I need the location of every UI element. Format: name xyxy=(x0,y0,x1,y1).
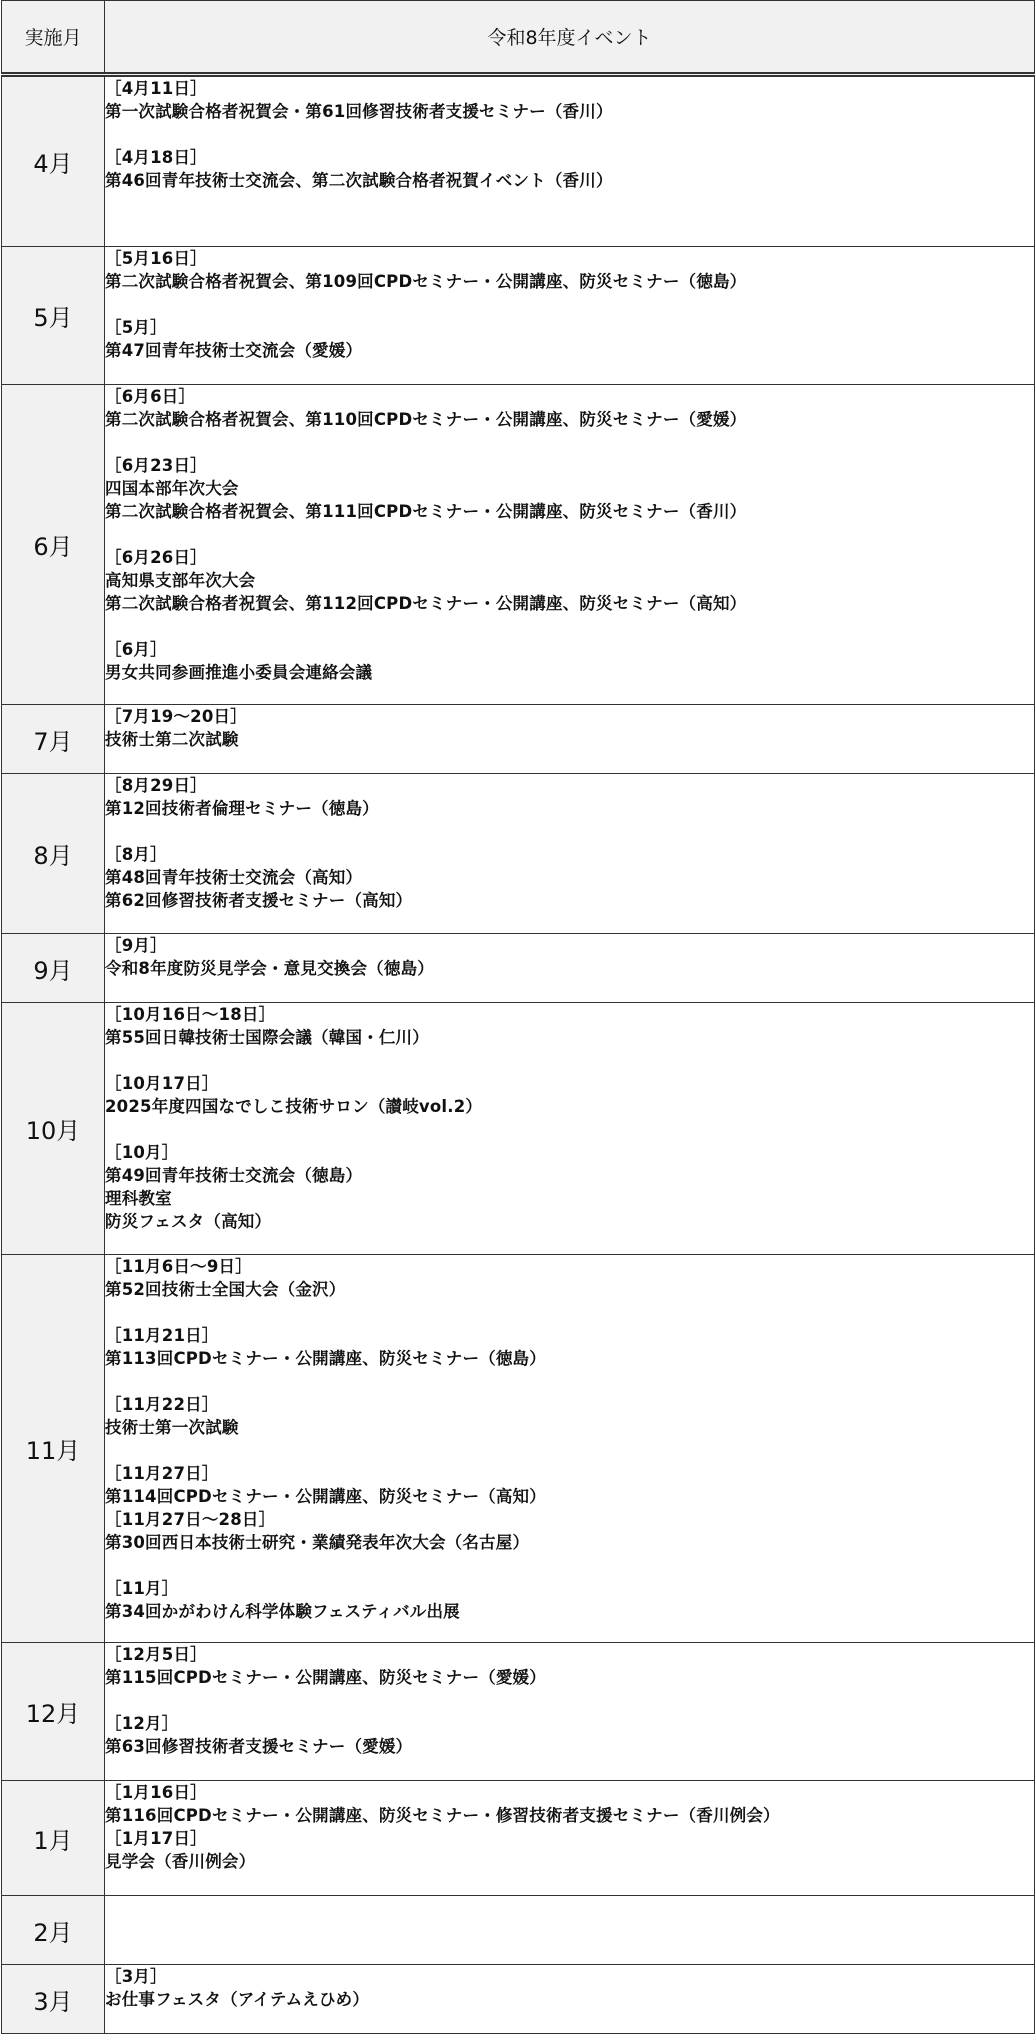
event-date: ［6月6日］ xyxy=(105,387,196,406)
event-group xyxy=(105,705,1034,751)
event-date: ［8月29日］ xyxy=(105,776,207,795)
month-cell: 6月 xyxy=(2,385,105,705)
event-date: ［11月］ xyxy=(105,1579,179,1598)
event-date: ［4月18日］ xyxy=(105,148,207,167)
event-date: ［12月5日］ xyxy=(105,1645,207,1664)
month-cell: 3月 xyxy=(2,1965,105,2034)
event-date: ［5月16日］ xyxy=(105,249,207,268)
month-cell: 7月 xyxy=(2,705,105,774)
month-row xyxy=(2,705,1035,774)
month-cell: 1月 xyxy=(2,1781,105,1896)
event-item: 2025年度四国なでしこ技術サロン（讃岐vol.2） xyxy=(105,1097,483,1116)
event-group xyxy=(105,1712,1034,1758)
event-item: 第34回かがわけん科学体験フェスティバル出展 xyxy=(105,1602,460,1621)
event-date: ［4月11日］ xyxy=(105,79,207,98)
event-item: 第48回青年技術士交流会（高知） xyxy=(105,868,363,887)
event-group xyxy=(105,1393,1034,1439)
events-cell xyxy=(105,774,1035,934)
event-group xyxy=(105,1508,1034,1554)
event-item: 技術士第二次試験 xyxy=(105,730,239,749)
event-group xyxy=(105,454,1034,523)
events-cell xyxy=(105,1255,1035,1643)
event-date: ［10月16日～18日］ xyxy=(105,1005,276,1024)
event-group xyxy=(105,934,1034,980)
event-group xyxy=(105,1255,1034,1301)
month-row xyxy=(2,774,1035,934)
month-row xyxy=(2,247,1035,385)
event-item: お仕事フェスタ（アイテムえひめ） xyxy=(105,1990,370,2009)
event-date: ［11月27日～28日］ xyxy=(105,1510,276,1529)
event-group xyxy=(105,1577,1034,1623)
event-date: ［11月6日～9日］ xyxy=(105,1257,252,1276)
event-item: 第二次試験合格者祝賀会、第111回CPDセミナー・公開講座、防災セミナー（香川） xyxy=(105,502,747,521)
month-cell: 12月 xyxy=(2,1643,105,1781)
event-item: 第49回青年技術士交流会（徳島） xyxy=(105,1166,363,1185)
month-row xyxy=(2,1255,1035,1643)
event-date: ［6月23日］ xyxy=(105,456,207,475)
event-date: ［1月17日］ xyxy=(105,1829,207,1848)
events-cell xyxy=(105,385,1035,705)
event-date: ［12月］ xyxy=(105,1714,179,1733)
event-group xyxy=(105,1462,1034,1508)
event-date: ［1月16日］ xyxy=(105,1783,207,1802)
month-column-header: 実施月 xyxy=(2,1,105,75)
event-date: ［8月］ xyxy=(105,845,167,864)
event-date: ［10月］ xyxy=(105,1143,179,1162)
month-row xyxy=(2,1003,1035,1255)
event-date: ［3月］ xyxy=(105,1967,167,1986)
event-group xyxy=(105,77,1034,123)
event-group xyxy=(105,774,1034,820)
event-schedule-table xyxy=(1,0,1035,2034)
events-column-header: 令和8年度イベント xyxy=(105,1,1035,75)
event-item: 令和8年度防災見学会・意見交換会（徳島） xyxy=(105,959,434,978)
event-item: 見学会（香川例会） xyxy=(105,1852,256,1871)
event-group xyxy=(105,638,1034,684)
event-group xyxy=(105,1827,1034,1873)
event-item: 第二次試験合格者祝賀会、第112回CPDセミナー・公開講座、防災セミナー（高知） xyxy=(105,594,747,613)
month-row xyxy=(2,1643,1035,1781)
event-group xyxy=(105,1781,1034,1827)
month-cell: 5月 xyxy=(2,247,105,385)
event-item: 理科教室 xyxy=(105,1189,172,1208)
events-cell xyxy=(105,1965,1035,2034)
event-item: 第116回CPDセミナー・公開講座、防災セミナー・修習技術者支援セミナー（香川例会） xyxy=(105,1806,780,1825)
event-item: 男女共同参画推進小委員会連絡会議 xyxy=(105,663,373,682)
event-item: 第55回日韓技術士国際会議（韓国・仁川） xyxy=(105,1028,429,1047)
events-cell xyxy=(105,934,1035,1003)
month-cell: 2月 xyxy=(2,1896,105,1965)
event-date: ［9月］ xyxy=(105,936,167,955)
event-item: 四国本部年次大会 xyxy=(105,479,239,498)
event-date: ［5月］ xyxy=(105,318,167,337)
event-item: 第一次試験合格者祝賀会・第61回修習技術者支援セミナー（香川） xyxy=(105,102,613,121)
event-group xyxy=(105,1324,1034,1370)
event-item: 第62回修習技術者支援セミナー（高知） xyxy=(105,891,413,910)
month-cell: 4月 xyxy=(2,75,105,247)
event-date: ［6月］ xyxy=(105,640,167,659)
event-date: ［11月21日］ xyxy=(105,1326,219,1345)
event-item: 第113回CPDセミナー・公開講座、防災セミナー（徳島） xyxy=(105,1349,546,1368)
event-group xyxy=(105,1141,1034,1233)
event-group xyxy=(105,546,1034,615)
events-cell xyxy=(105,1781,1035,1896)
month-row xyxy=(2,1781,1035,1896)
event-item: 第30回西日本技術士研究・業績発表年次大会（名古屋） xyxy=(105,1533,530,1552)
event-item: 第63回修習技術者支援セミナー（愛媛） xyxy=(105,1737,413,1756)
events-cell xyxy=(105,705,1035,774)
event-item: 技術士第一次試験 xyxy=(105,1418,239,1437)
event-item: 高知県支部年次大会 xyxy=(105,571,256,590)
events-cell xyxy=(105,1643,1035,1781)
event-group xyxy=(105,385,1034,431)
event-group xyxy=(105,843,1034,912)
event-group xyxy=(105,1003,1034,1049)
event-date: ［11月22日］ xyxy=(105,1395,219,1414)
events-cell xyxy=(105,1896,1035,1965)
event-group xyxy=(105,1072,1034,1118)
event-item: 第二次試験合格者祝賀会、第110回CPDセミナー・公開講座、防災セミナー（愛媛） xyxy=(105,410,747,429)
header-row xyxy=(2,1,1035,75)
event-item: 第二次試験合格者祝賀会、第109回CPDセミナー・公開講座、防災セミナー（徳島） xyxy=(105,272,747,291)
event-group xyxy=(105,1965,1034,2011)
event-group xyxy=(105,247,1034,293)
event-group xyxy=(105,316,1034,362)
month-cell: 9月 xyxy=(2,934,105,1003)
month-row xyxy=(2,75,1035,247)
event-item: 第47回青年技術士交流会（愛媛） xyxy=(105,341,363,360)
month-row xyxy=(2,1965,1035,2034)
event-item: 第12回技術者倫理セミナー（徳島） xyxy=(105,799,379,818)
month-cell: 11月 xyxy=(2,1255,105,1643)
event-item: 第52回技術士全国大会（金沢） xyxy=(105,1280,346,1299)
events-cell xyxy=(105,247,1035,385)
month-row xyxy=(2,1896,1035,1965)
schedule-body xyxy=(2,75,1035,2034)
event-item: 第115回CPDセミナー・公開講座、防災セミナー（愛媛） xyxy=(105,1668,546,1687)
event-date: ［6月26日］ xyxy=(105,548,207,567)
event-group xyxy=(105,146,1034,192)
events-cell xyxy=(105,75,1035,247)
event-item: 防災フェスタ（高知） xyxy=(105,1212,272,1231)
event-group xyxy=(105,1643,1034,1689)
month-cell: 8月 xyxy=(2,774,105,934)
month-row xyxy=(2,934,1035,1003)
event-item: 第114回CPDセミナー・公開講座、防災セミナー（高知） xyxy=(105,1487,546,1506)
month-row xyxy=(2,385,1035,705)
events-cell xyxy=(105,1003,1035,1255)
event-date: ［7月19～20日］ xyxy=(105,707,247,726)
event-date: ［11月27日］ xyxy=(105,1464,219,1483)
month-cell: 10月 xyxy=(2,1003,105,1255)
event-date: ［10月17日］ xyxy=(105,1074,219,1093)
event-item: 第46回青年技術士交流会、第二次試験合格者祝賀イベント（香川） xyxy=(105,171,613,190)
